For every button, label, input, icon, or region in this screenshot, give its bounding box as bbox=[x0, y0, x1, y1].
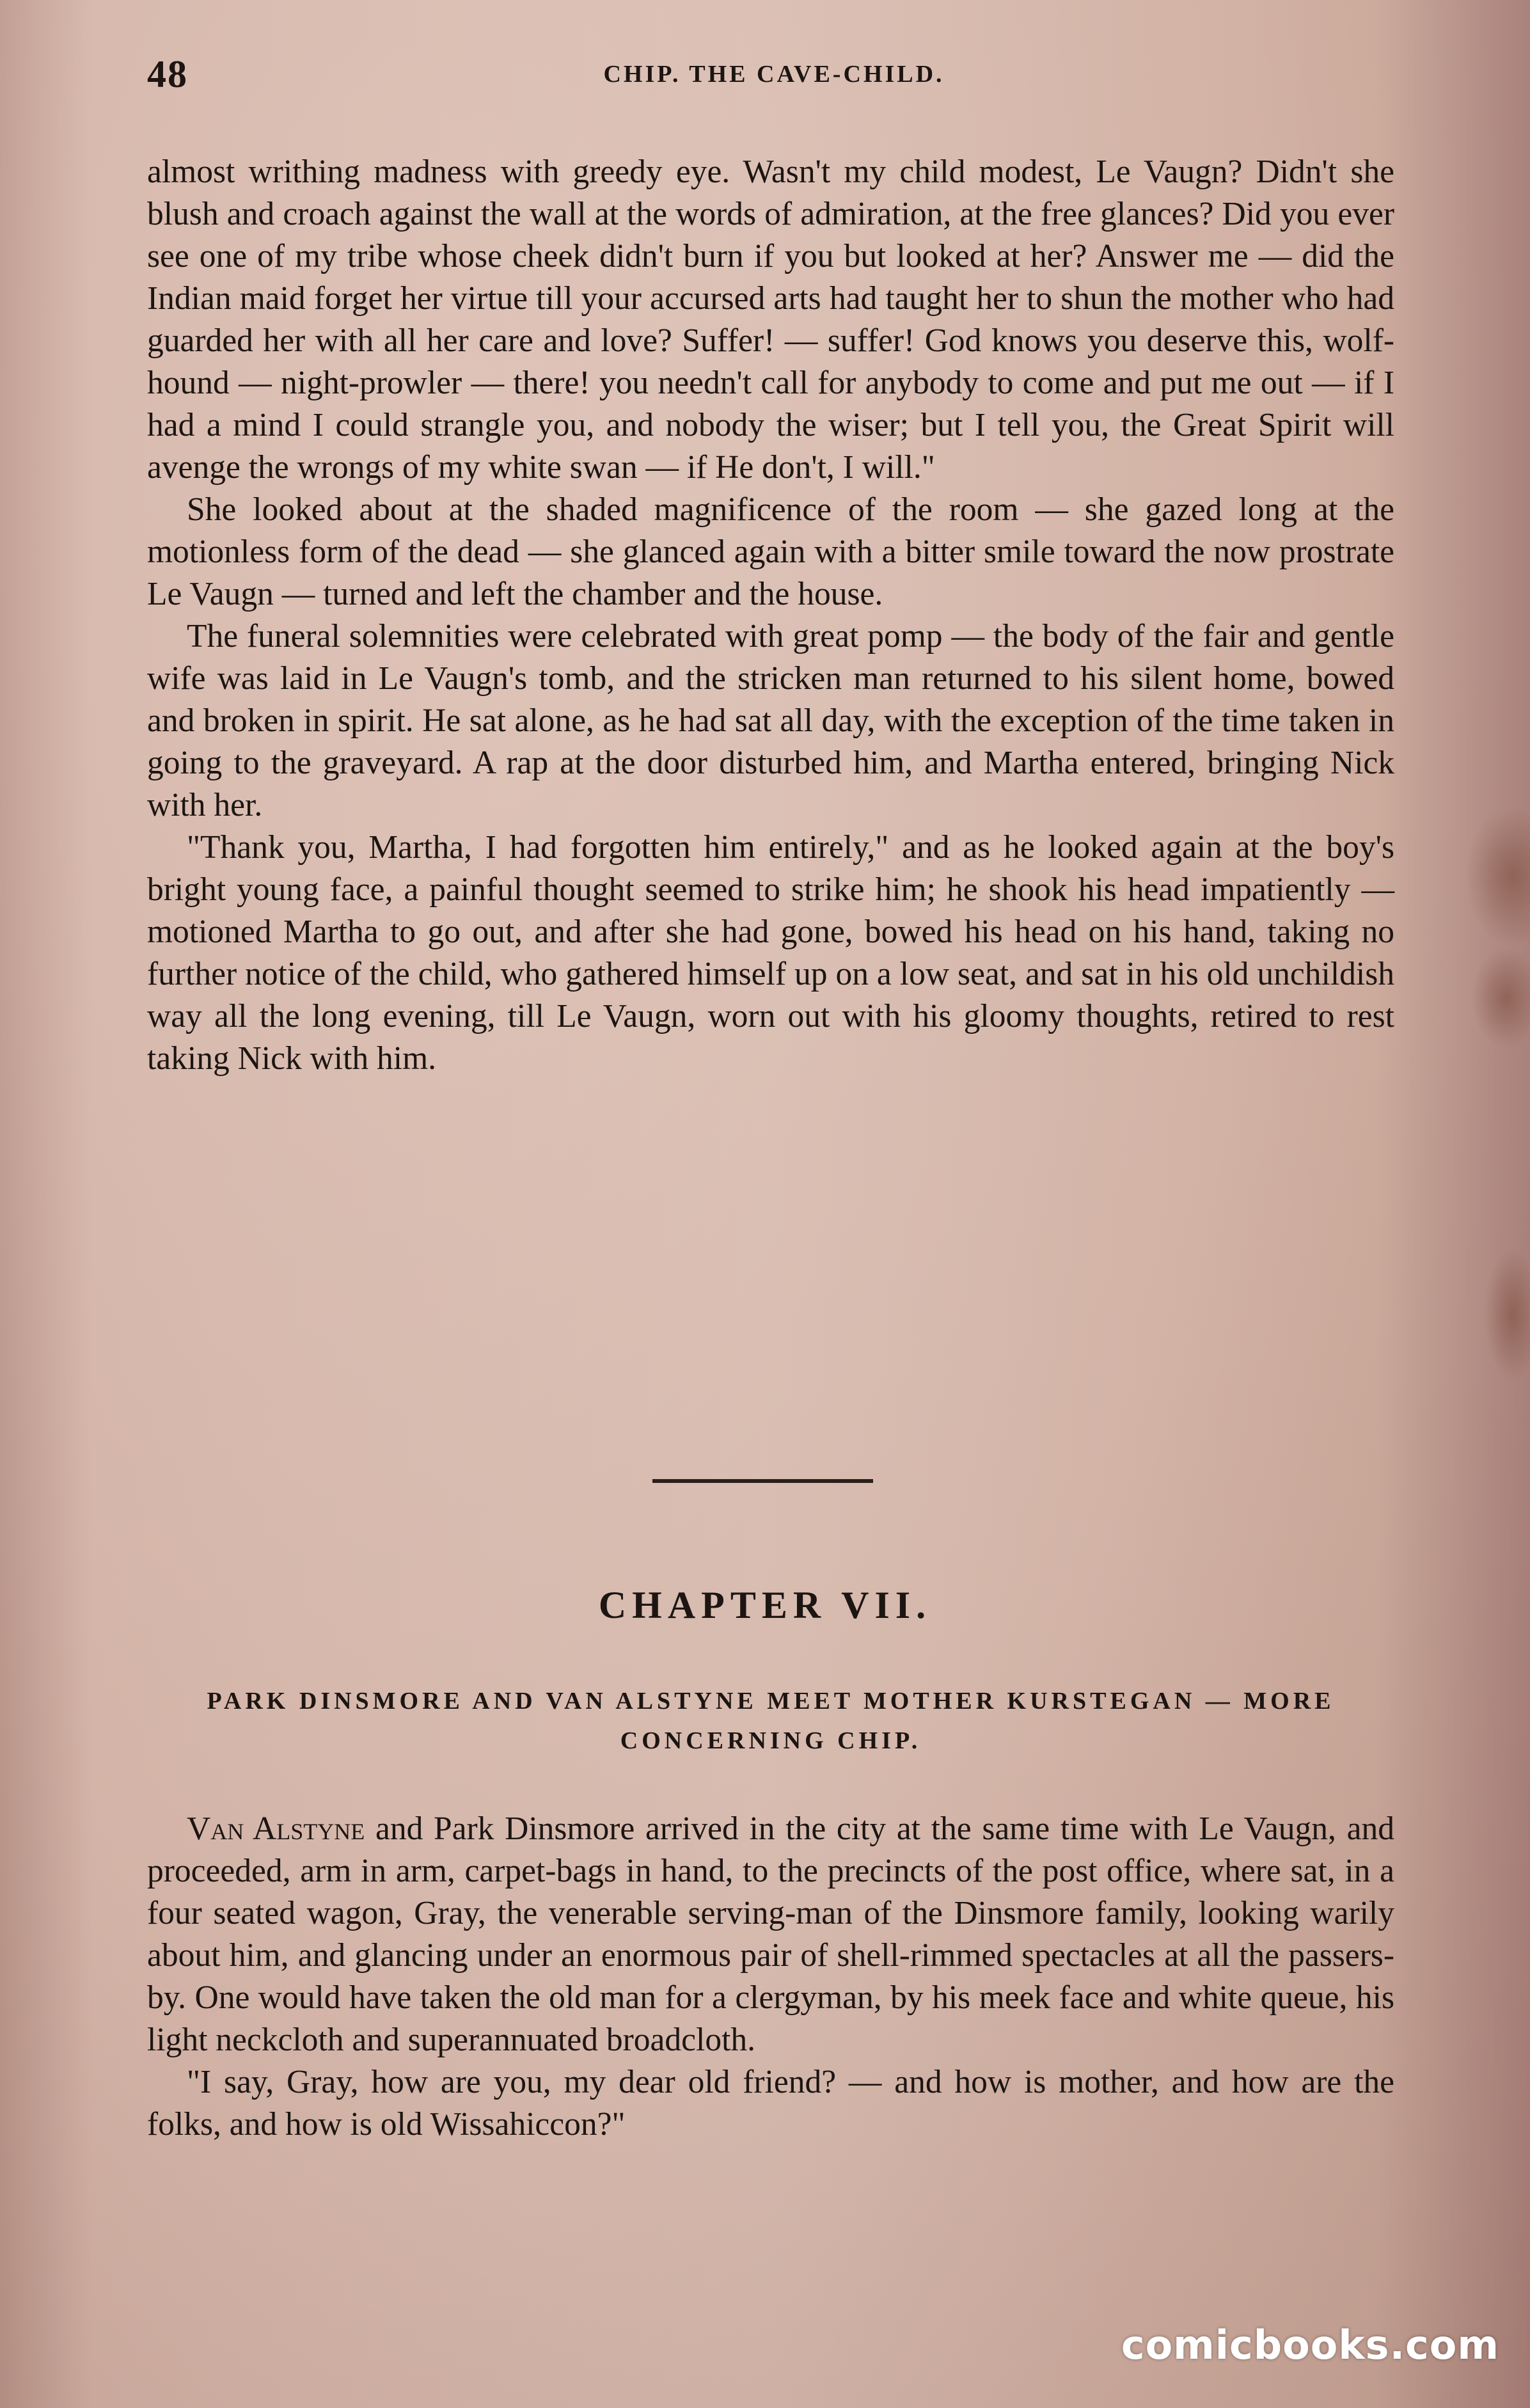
running-title: CHIP. THE CAVE-CHILD. bbox=[603, 61, 945, 88]
section-divider bbox=[652, 1479, 873, 1483]
watermark: comicbooks.com bbox=[1121, 2322, 1499, 2368]
page-number: 48 bbox=[147, 53, 188, 95]
paragraph: The funeral solemnities were celebrated with great pomp — the body of the fair and gentle wife was laid in Le Vaugn's tomb, and the stricken man returned to his silent home, bowed and broken in spirit. He sat alone, as he had sat all day, with the exception of the time taken in going to the graveyard. A rap at the door disturbed him, and Martha entered, bringing Nick with her. bbox=[147, 618, 1394, 823]
paragraph bbox=[147, 1808, 1394, 2061]
chapter-title: CHAPTER VII. bbox=[598, 1584, 932, 1626]
chapter-body-text bbox=[147, 1808, 1394, 2146]
running-header bbox=[147, 52, 1401, 104]
chapter-end-text bbox=[147, 151, 1394, 1080]
paragraph: She looked about at the shaded magnificence of the room — she gazed long at the motionless form of the dead — she glanced again with a bitter smile toward the now prostrate Le Vaugn — turned and left the chamber and the house. bbox=[147, 491, 1394, 612]
page-stain bbox=[1471, 947, 1530, 1049]
paragraph: "Thank you, Martha, I had forgotten him entirely," and as he looked again at the boy's bright young face, a painful thought seemed to strike him; he shook his head impatiently — motioned Martha to go out, and after she had gone, bowed his head on his hand, taking no further notice of the child, who gathered himself up on a low seat, and sat in his old unchildish way all the long evening, till Le Vaugn, worn out with his gloomy thoughts, retired to rest taking Nick with him. bbox=[147, 829, 1394, 1077]
paragraph-text: and Park Dinsmore arrived in the city at the same time with Le Vaugn, and proceeded, arm in arm, carpet-bags in hand, to the precincts of the post office, where sat, in a four seated wagon, Gray, the venerable serving-man of the Dinsmore family, looking warily about him, and glancing under an enormous pair of shell-rimmed spectacles at all the passers-by. One would have taken the old man for a clergyman, by his meek face and white queue, his light neckcloth and superannuated broadcloth. bbox=[147, 1810, 1395, 2058]
paragraph: "I say, Gray, how are you, my dear old friend? — and how is mother, and how are the folks, and how is old Wissahiccon?" bbox=[147, 2064, 1394, 2143]
paragraph: almost writhing madness with greedy eye. Wasn't my child modest, Le Vaugn? Didn't she blush and croach against the wall at the words of admiration, at the free glances? Did you ever see one of my tribe whose cheek didn't burn if you but looked at her? Answer me — did the Indian maid forget her virtue till your accursed arts had taught her to shun the mother who had guarded her with all her care and love? Suffer! — suffer! God knows you deserve this, wolf-hound — night-prowler — there! you needn't call for anybody to come and put me out — if I had a mind I could strangle you, and nobody the wiser; but I tell you, the Great Spirit will avenge the wrongs of my white swan — if He don't, I will." bbox=[147, 154, 1394, 486]
page-stain bbox=[1465, 806, 1530, 947]
chapter-subtitle: PARK DINSMORE AND VAN ALSTYNE MEET MOTHER KURSTEGAN — MORE CONCERNING CHIP. bbox=[207, 1688, 1335, 1754]
lead-in-small-caps: Van Alstyne bbox=[187, 1810, 365, 1847]
page-stain bbox=[1484, 1248, 1530, 1382]
